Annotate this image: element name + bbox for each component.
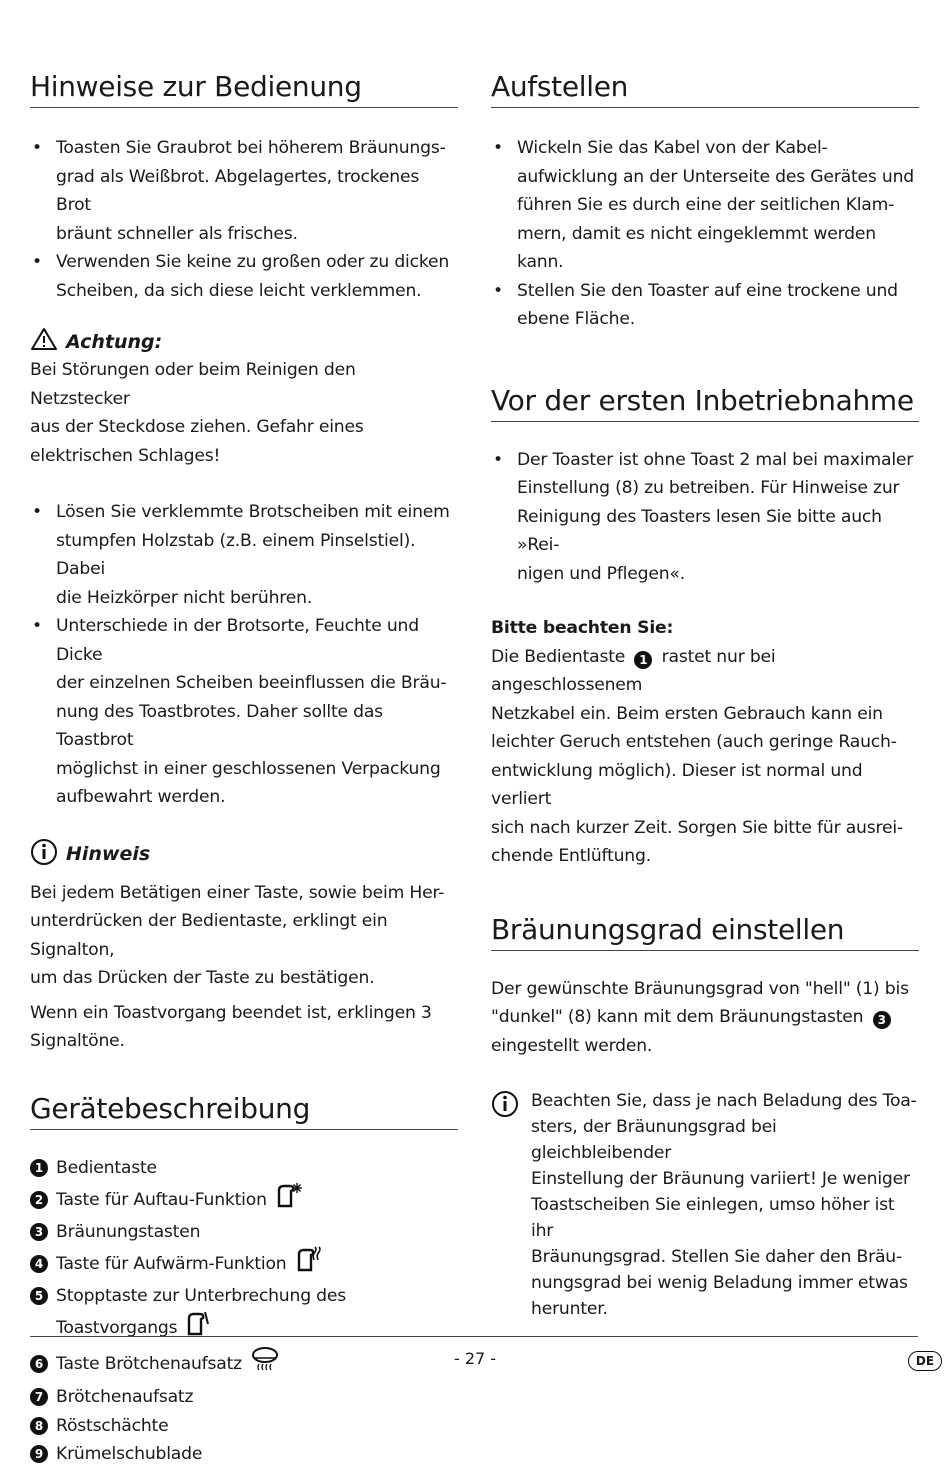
text-line: bräunt schneller als frisches. xyxy=(56,223,298,244)
text-line: Wenn ein Toastvorgang beendet ist, erklingen 3 xyxy=(30,1002,432,1023)
part-item xyxy=(30,1218,458,1247)
info-icon xyxy=(491,1090,519,1322)
warning-triangle-icon xyxy=(30,327,58,356)
right-column xyxy=(491,70,919,1322)
section-title-geraetebeschreibung: Gerätebeschreibung xyxy=(30,1092,458,1130)
part-label: Röstschächte xyxy=(56,1415,169,1436)
text-line: Einstellung (8) zu betreiben. Für Hinweise zur xyxy=(517,478,900,498)
part-number-badge: 3 xyxy=(873,1011,891,1029)
part-number-badge: 2 xyxy=(30,1191,48,1209)
list-item xyxy=(491,134,919,277)
list-item xyxy=(30,134,458,248)
part-item xyxy=(30,1412,458,1441)
note-title: Hinweis xyxy=(66,843,151,865)
text-line: stumpfen Holzstab (z.B. einem Pinselstiel). Dabei xyxy=(56,530,416,579)
part-label: Bräunungstasten xyxy=(56,1221,201,1242)
footer-divider xyxy=(30,1336,918,1337)
list-item xyxy=(30,498,458,612)
part-number-badge: 6 xyxy=(30,1355,48,1373)
part-item xyxy=(30,1182,458,1218)
text-line: • Wickeln Sie das Kabel von der Kabel- xyxy=(517,138,828,158)
list-item xyxy=(491,446,919,589)
attention-text-a: Die Bedientaste xyxy=(491,646,626,667)
braeunungsgrad-line-1: Der gewünschte Bräunungsgrad von "hell" (1) bis xyxy=(491,978,909,999)
text-line: • Toasten Sie Graubrot bei höherem Bräunungs- xyxy=(56,138,446,158)
text-line: nung des Toastbrotes. Daher sollte das Toastbrot xyxy=(56,701,383,750)
part-label: Taste für Aufwärm-Funktion xyxy=(56,1253,287,1274)
language-badge: DE xyxy=(908,1351,942,1371)
text-line: elektrischen Schlages! xyxy=(30,445,221,466)
part-number-badge: 5 xyxy=(30,1287,48,1305)
part-label: Krümelschublade xyxy=(56,1444,203,1464)
text-line: herunter. xyxy=(531,1299,608,1319)
part-number-badge: 9 xyxy=(30,1445,48,1463)
note-block xyxy=(30,838,458,1056)
part-number-badge: 1 xyxy=(634,651,652,669)
text-line: Reinigung des Toasters lesen Sie bitte auch »Rei- xyxy=(517,506,882,555)
warning-heading xyxy=(30,327,458,356)
part-number-badge: 3 xyxy=(30,1223,48,1241)
attention-title: Bitte beachten Sie: xyxy=(491,618,674,638)
note-paragraph-2 xyxy=(30,999,458,1056)
section-title-hinweise: Hinweise zur Bedienung xyxy=(30,70,458,108)
page-number: - 27 - xyxy=(453,1349,497,1368)
text-line: • Stellen Sie den Toaster auf eine trockene und xyxy=(517,280,898,301)
text-line: chende Entlüftung. xyxy=(491,846,651,866)
text-line: führen Sie es durch eine der seitlichen Klam- xyxy=(517,195,895,215)
text-line: • Unterschiede in der Brotsorte, Feuchte und Dicke xyxy=(56,616,419,665)
text-line: nungsgrad bei wenig Beladung immer etwas xyxy=(531,1273,908,1293)
text-line: unterdrücken der Bedientaste, erklingt ein Signalton, xyxy=(30,911,388,960)
text-line: aufwicklung an der Unterseite des Gerätes und xyxy=(517,166,915,187)
note-paragraph-1 xyxy=(30,879,458,993)
part-item xyxy=(30,1440,458,1469)
text-line: • Der Toaster ist ohne Toast 2 mal bei maximaler xyxy=(517,449,914,470)
part-label: Taste Brötchenaufsatz xyxy=(56,1354,242,1374)
text-line: Netzkabel ein. Beim ersten Gebrauch kann ein xyxy=(491,703,883,724)
text-line: der einzelnen Scheiben beeinflussen die Bräu- xyxy=(56,673,447,693)
note-heading xyxy=(30,838,458,871)
warning-text xyxy=(30,356,458,470)
hinweise-list-2 xyxy=(30,498,458,812)
text-line: Bei jedem Betätigen einer Taste, sowie beim Her- xyxy=(30,882,445,903)
part-item xyxy=(30,1154,458,1183)
text-line: leichter Geruch entstehen (auch geringe Rauch- xyxy=(491,732,897,752)
list-item xyxy=(30,612,458,812)
section-title-braeunungsgrad: Bräunungsgrad einstellen xyxy=(491,913,919,951)
part-number-badge: 8 xyxy=(30,1417,48,1435)
text-line: aufbewahrt werden. xyxy=(56,787,226,807)
attention-block xyxy=(491,614,919,871)
warning-title: Achtung: xyxy=(66,330,163,353)
text-line: Scheiben, da sich diese leicht verklemmen. xyxy=(56,280,422,301)
text-line: • Lösen Sie verklemmte Brotscheiben mit einem xyxy=(56,502,450,522)
reheat-icon xyxy=(295,1246,323,1282)
part-item xyxy=(30,1246,458,1282)
info-text xyxy=(531,1088,919,1322)
part-number-badge: 7 xyxy=(30,1388,48,1406)
text-line: grad als Weißbrot. Abgelagertes, trockenes Brot xyxy=(56,166,420,215)
info-block xyxy=(491,1088,919,1322)
text-line: Toastscheiben Sie einlegen, umso höher ist ihr xyxy=(531,1195,895,1241)
text-line: sters, der Bräunungsgrad bei gleichbleibender xyxy=(531,1117,777,1163)
inbetriebnahme-list xyxy=(491,446,919,589)
text-line: • Verwenden Sie keine zu großen oder zu dicken xyxy=(56,252,450,272)
text-line: mern, damit es nicht eingeklemmt werden kann. xyxy=(517,223,876,272)
text-line: Beachten Sie, dass je nach Beladung des Toa- xyxy=(531,1091,917,1111)
text-line: entwicklung möglich). Dieser ist normal und verliert xyxy=(491,760,863,809)
text-line: sich nach kurzer Zeit. Sorgen Sie bitte für ausrei- xyxy=(491,817,903,838)
part-label: Toastvorgangs xyxy=(56,1317,178,1338)
hinweise-list xyxy=(30,134,458,305)
braeunungsgrad-line-3: eingestellt werden. xyxy=(491,1035,653,1056)
parts-list xyxy=(30,1154,458,1469)
attention-text xyxy=(491,643,919,871)
defrost-icon xyxy=(275,1182,303,1218)
part-number-badge: 4 xyxy=(30,1255,48,1273)
text-line: möglichst in einer geschlossenen Verpackung xyxy=(56,758,441,779)
section-title-aufstellen: Aufstellen xyxy=(491,70,919,108)
text-line: Bräunungsgrad. Stellen Sie daher den Bräu- xyxy=(531,1247,902,1267)
list-item xyxy=(30,248,458,305)
info-icon xyxy=(30,838,58,871)
part-item-continued xyxy=(30,1310,458,1346)
part-item xyxy=(30,1383,458,1412)
warning-block xyxy=(30,327,458,470)
part-item xyxy=(30,1282,458,1311)
braeunungsgrad-text xyxy=(491,975,919,1061)
list-item xyxy=(491,277,919,334)
section-title-inbetriebnahme: Vor der ersten Inbetriebnahme xyxy=(491,384,919,422)
text-line: Einstellung der Bräunung variiert! Je weniger xyxy=(531,1169,910,1189)
text-line: Signaltöne. xyxy=(30,1031,125,1051)
text-line: Bei Störungen oder beim Reinigen den Netzstecker xyxy=(30,360,356,409)
part-label: Bedientaste xyxy=(56,1157,157,1178)
attention-text-b: rastet nur bei angeschlossenem xyxy=(491,646,776,695)
text-line: um das Drücken der Taste zu bestätigen. xyxy=(30,968,375,988)
part-number-badge: 1 xyxy=(30,1159,48,1177)
text-line: die Heizkörper nicht berühren. xyxy=(56,587,313,608)
text-line: ebene Fläche. xyxy=(517,309,635,329)
part-label: Brötchenaufsatz xyxy=(56,1387,194,1407)
part-label: Taste für Auftau-Funktion xyxy=(56,1189,267,1210)
part-label: Stopptaste zur Unterbrechung des xyxy=(56,1285,347,1306)
aufstellen-list xyxy=(491,134,919,334)
left-column xyxy=(30,70,458,1469)
text-line: aus der Steckdose ziehen. Gefahr eines xyxy=(30,417,364,437)
stop-icon xyxy=(185,1310,213,1346)
text-line: nigen und Pflegen«. xyxy=(517,563,685,584)
braeunungsgrad-line-2: "dunkel" (8) kann mit dem Bräunungstasten xyxy=(491,1007,864,1027)
